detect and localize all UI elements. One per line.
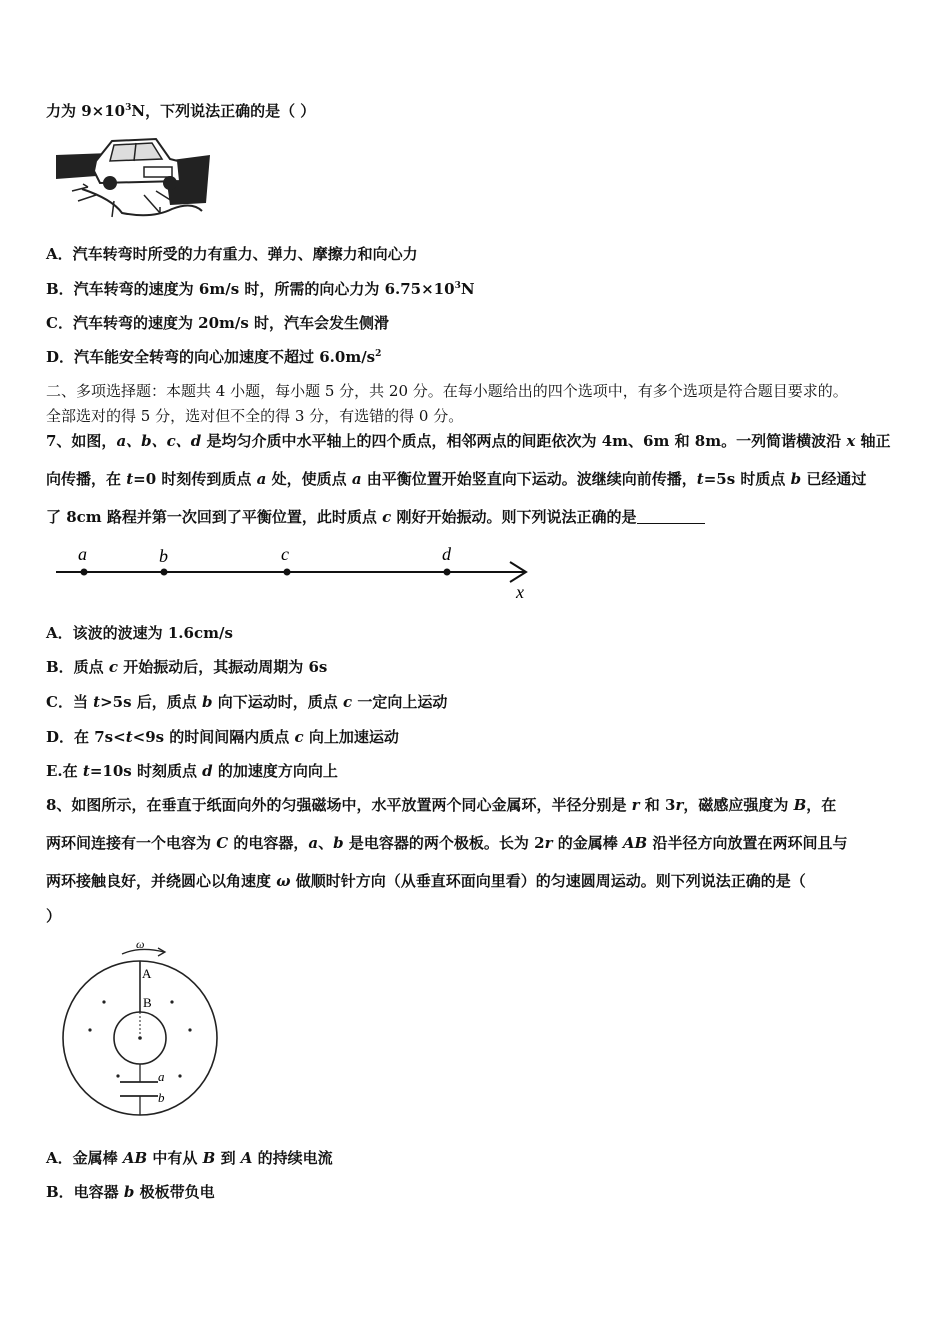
q7-l1-x: x bbox=[846, 432, 856, 450]
q7-l2-a3: a bbox=[351, 470, 362, 488]
q7-stem-line2 bbox=[46, 469, 916, 489]
q6-stem-sup: 3 bbox=[125, 103, 132, 113]
q8-l1-c: ，磁感应强度为 bbox=[683, 796, 794, 814]
q7-l2-f: 已经通过 bbox=[801, 470, 867, 488]
q8-l2-d: 是电容器的两个极板。长为 2 bbox=[343, 834, 545, 852]
q7-l2-e: =5s 时质点 bbox=[703, 470, 791, 488]
q8-b-b: b bbox=[123, 1183, 135, 1201]
point-a bbox=[81, 569, 88, 576]
q6-option-b bbox=[46, 279, 916, 299]
q7-d-t: t bbox=[125, 728, 133, 746]
q6-stem-post: N，下列说法正确的是（ ） bbox=[131, 102, 316, 120]
q7-option-b bbox=[46, 657, 916, 677]
q8-stem-line2 bbox=[46, 833, 916, 853]
q7-e-d: d bbox=[202, 762, 213, 780]
q7-b-var: c bbox=[108, 658, 119, 676]
omega-label: ω bbox=[136, 937, 145, 951]
q7-l1-b: 是均匀介质中水平轴上的四个质点，相邻两点的间距依次为 4m、6m 和 8m。一列简谐横波沿 bbox=[201, 432, 847, 450]
q7-d-post: 向上加速运动 bbox=[303, 728, 399, 746]
q8-stem-line4: ） bbox=[46, 907, 62, 925]
q7-d-c: c bbox=[294, 728, 304, 746]
q8-b-pre: B．电容器 bbox=[46, 1183, 124, 1201]
q7-option-c bbox=[46, 692, 916, 712]
q7-l2-c: 处，使质点 bbox=[266, 470, 352, 488]
label-b-plate: b bbox=[158, 1090, 165, 1105]
point-b bbox=[161, 569, 168, 576]
q7-l2-bv: b bbox=[790, 470, 802, 488]
q6-option-b-pre: B．汽车转弯的速度为 6m/s 时，所需的向心力为 6.75×10 bbox=[46, 280, 455, 298]
q7-option-e bbox=[46, 761, 916, 781]
q8-l3-w: ω bbox=[276, 872, 291, 890]
q8-l1-a: 8、如图所示，在垂直于纸面向外的匀强磁场中，水平放置两个同心金属环，半径分别是 bbox=[46, 796, 632, 814]
q7-d-pre: D．在 7s< bbox=[46, 728, 126, 746]
q7-c-t: t bbox=[93, 693, 101, 711]
q8-a-pre: A．金属棒 bbox=[46, 1149, 123, 1167]
q7-stem-line3 bbox=[46, 507, 916, 527]
q7-option-a: A．该波的波速为 1.6cm/s bbox=[46, 624, 233, 642]
q8-l1-b: 和 3 bbox=[639, 796, 676, 814]
point-d bbox=[444, 569, 451, 576]
section2-line2: 全部选对的得 5 分，选对但不全的得 3 分，有选错的得 0 分。 bbox=[46, 407, 464, 425]
wave-axis-figure bbox=[52, 540, 542, 602]
q8-a-mid2: 到 bbox=[215, 1149, 241, 1167]
q7-b-post: 开始振动后，其振动周期为 6s bbox=[118, 658, 328, 676]
q8-l2-f: 沿半径方向放置在两环间且与 bbox=[647, 834, 848, 852]
q8-option-a bbox=[46, 1148, 916, 1168]
q6-option-a: A．汽车转弯时所受的力有重力、弹力、摩擦力和向心力 bbox=[46, 245, 418, 263]
q8-b-post: 极板带负电 bbox=[134, 1183, 215, 1201]
q7-c-pre: C．当 bbox=[46, 693, 94, 711]
q8-option-b bbox=[46, 1182, 916, 1202]
q7-b-pre: B．质点 bbox=[46, 658, 109, 676]
q7-c-mid2: 向下运动时，质点 bbox=[212, 693, 343, 711]
car-turn-figure bbox=[52, 131, 212, 221]
q7-l1-c: 轴正 bbox=[855, 432, 891, 450]
q8-a-AB: AB bbox=[122, 1149, 148, 1167]
label-B: B bbox=[143, 995, 152, 1010]
q8-l1-r2: r bbox=[675, 796, 684, 814]
q7-c-b: b bbox=[202, 693, 213, 711]
label-d: d bbox=[442, 544, 451, 564]
q6-stem bbox=[46, 101, 916, 121]
q7-c-post: 一定向上运动 bbox=[352, 693, 448, 711]
q7-l2-t2: t bbox=[696, 470, 704, 488]
label-b: b bbox=[159, 546, 168, 566]
q6-option-d bbox=[46, 347, 916, 367]
q7-l2-a: 向传播，在 bbox=[46, 470, 127, 488]
q7-l1-a: 7、如图， bbox=[46, 432, 117, 450]
q8-a-post: 的持续电流 bbox=[252, 1149, 333, 1167]
q8-l1-r: r bbox=[631, 796, 640, 814]
q8-l2-b: 的电容器， bbox=[228, 834, 309, 852]
label-x: x bbox=[516, 582, 524, 602]
q7-l2-b: =0 时刻传到质点 bbox=[133, 470, 257, 488]
q8-l2-r: r bbox=[544, 834, 553, 852]
q8-stem-line3 bbox=[46, 871, 916, 891]
q8-l2-C: C bbox=[216, 834, 229, 852]
q7-stem-line1 bbox=[46, 431, 916, 451]
q6-option-d-pre: D．汽车能安全转弯的向心加速度不超过 6.0m/s bbox=[46, 348, 376, 366]
label-a-plate: a bbox=[158, 1069, 165, 1084]
q6-option-d-sup: 2 bbox=[375, 349, 382, 359]
q7-e-pre: E.在 bbox=[46, 762, 83, 780]
q7-c-c: c bbox=[342, 693, 353, 711]
label-A: A bbox=[142, 966, 152, 981]
q7-l3-b: 刚好开始振动。则下列说法正确的是 bbox=[391, 508, 637, 526]
label-c: c bbox=[281, 544, 289, 564]
q7-l3-c: c bbox=[382, 508, 392, 526]
label-a: a bbox=[78, 544, 87, 564]
q8-l2-a: 两环间连接有一个电容为 bbox=[46, 834, 217, 852]
q7-l2-t: t bbox=[126, 470, 134, 488]
q8-l2-e: 的金属棒 bbox=[552, 834, 623, 852]
q8-l3-a: 两环接触良好，并绕圆心以角速度 bbox=[46, 872, 277, 890]
q7-e-t: t bbox=[82, 762, 90, 780]
q8-l2-ab: a bbox=[308, 834, 319, 852]
q8-l1-d: ，在 bbox=[806, 796, 837, 814]
q7-d-mid: <9s 的时间间隔内质点 bbox=[132, 728, 295, 746]
q7-e-post: 的加速度方向向上 bbox=[212, 762, 338, 780]
rings-figure bbox=[52, 936, 232, 1126]
q8-a-B: B bbox=[202, 1149, 216, 1167]
q7-e-mid: =10s 时刻质点 bbox=[89, 762, 203, 780]
q7-l1-vars: a、b、c、d bbox=[116, 432, 202, 450]
q7-c-mid: >5s 后，质点 bbox=[100, 693, 203, 711]
q7-l2-a2: a bbox=[256, 470, 267, 488]
q8-l1-B: B bbox=[793, 796, 807, 814]
q8-l2-c: 、 bbox=[318, 834, 334, 852]
q8-l3-b: 做顺时针方向（从垂直环面向里看）的匀速圆周运动。则下列说法正确的是（ bbox=[290, 872, 806, 890]
q6-stem-pre: 力为 9×10 bbox=[46, 102, 126, 120]
q8-l2-AB: AB bbox=[622, 834, 648, 852]
q7-l3-a: 了 8cm 路程并第一次回到了平衡位置，此时质点 bbox=[46, 508, 383, 526]
q7-option-d bbox=[46, 727, 916, 747]
q8-a-mid: 中有从 bbox=[147, 1149, 203, 1167]
q8-l2-bb: b bbox=[333, 834, 344, 852]
q6-option-c: C．汽车转弯的速度为 20m/s 时，汽车会发生侧滑 bbox=[46, 314, 390, 332]
q6-option-b-sup: 3 bbox=[454, 281, 461, 291]
q8-stem-line1 bbox=[46, 795, 916, 815]
section2-line1: 二、多项选择题：本题共 4 小题，每小题 5 分，共 20 分。在每小题给出的四个选项中，有多个选项是符合题目要求的。 bbox=[46, 382, 848, 400]
point-c bbox=[284, 569, 291, 576]
answer-blank bbox=[637, 509, 705, 524]
q6-option-b-post: N bbox=[460, 280, 475, 298]
q7-l2-d: 由平衡位置开始竖直向下运动。波继续向前传播， bbox=[361, 470, 697, 488]
q8-a-A: A bbox=[240, 1149, 253, 1167]
